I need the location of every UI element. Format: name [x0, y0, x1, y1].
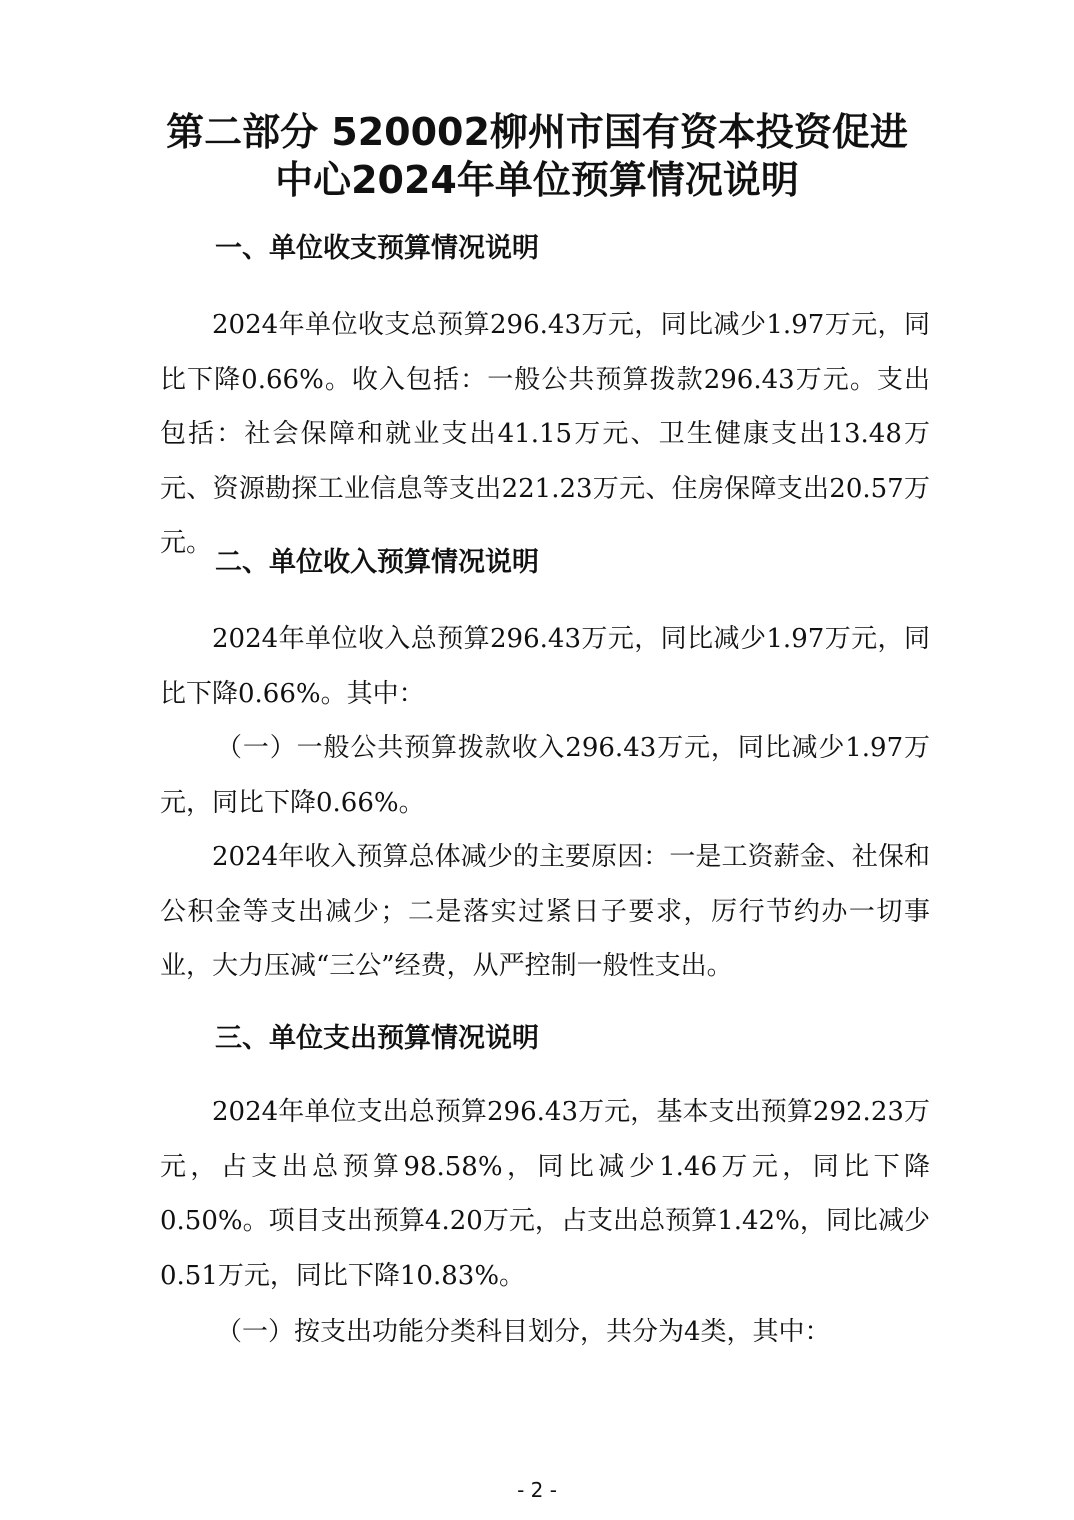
page-number: - 2 - — [517, 1478, 557, 1502]
section-2-paragraph-2: （一）一般公共预算拨款收入296.43万元，同比减少1.97万元，同比下降0.66%。 — [160, 733, 930, 818]
section-3-paragraph-1: 2024年单位支出总预算296.43万元，基本支出预算292.23万元，占支出总预算98.58%，同比减少1.46万元，同比下降0.50%。项目支出预算4.20万元，占支出总预算1.42%，同比减少0.51万元，同比下降10.83%。 — [160, 1097, 930, 1291]
document-title-line-1: 第二部分 520002柳州市国有资本投资促进 — [166, 110, 908, 154]
section-heading-2: 二、单位收入预算情况说明 — [215, 547, 539, 578]
document-title-line-2: 中心2024年单位预算情况说明 — [275, 158, 799, 202]
section-heading-3: 三、单位支出预算情况说明 — [215, 1023, 539, 1054]
section-3-paragraph-2: （一）按支出功能分类科目划分，共分为4类，其中： — [216, 1317, 831, 1347]
document-title — [80, 108, 994, 204]
section-heading-1: 一、单位收支预算情况说明 — [215, 233, 539, 264]
section-2-paragraph-1: 2024年单位收入总预算296.43万元，同比减少1.97万元，同比下降0.66%。其中： — [160, 624, 930, 709]
section-2-paragraph-3: 2024年收入预算总体减少的主要原因：一是工资薪金、社保和公积金等支出减少；二是落实过紧日子要求，厉行节约办一切事业，大力压减“三公”经费，从严控制一般性支出。 — [160, 842, 930, 981]
section-1-paragraph-1: 2024年单位收支总预算296.43万元，同比减少1.97万元，同比下降0.66%。收入包括：一般公共预算拨款296.43万元。支出包括：社会保障和就业支出41.15万元、卫生健康支出13.48万元、资源勘探工业信息等支出221.23万元、住房保障支出20.57万元。 — [160, 310, 930, 558]
